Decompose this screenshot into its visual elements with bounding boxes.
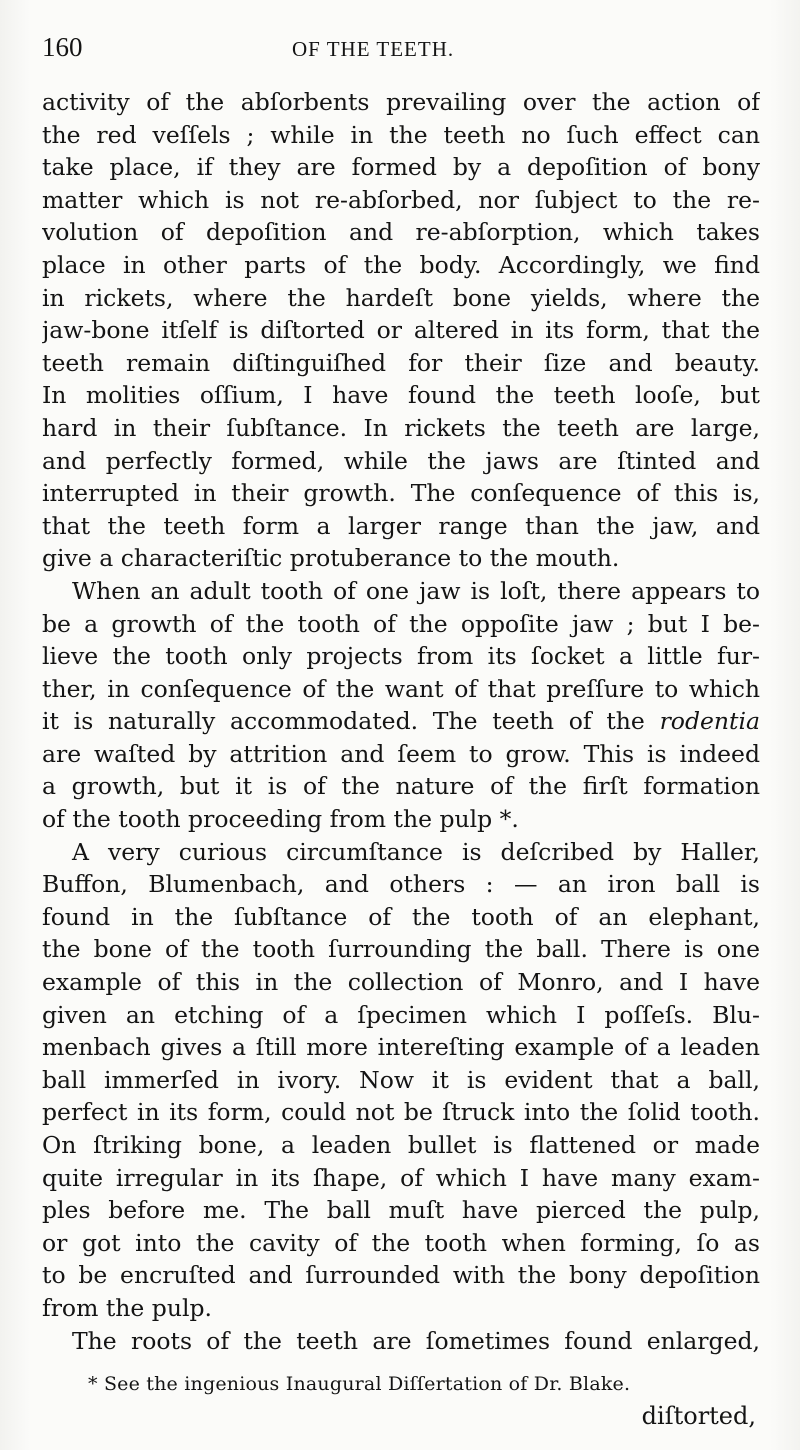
running-head: OF THE TEETH.	[292, 37, 455, 61]
text-line: give a characteriſtic protuberance to the mouth.	[42, 544, 620, 573]
footnote: * See the ingenious Inaugural Diſſertation of Dr. Blake.	[88, 1373, 631, 1395]
text-line: that the teeth form a larger range than the jaw, and	[42, 511, 760, 540]
catchword: diſtorted,	[641, 1402, 756, 1430]
text-fragment: it is naturally accommodated. The teeth of the	[42, 707, 660, 736]
body-text	[42, 86, 760, 1357]
text-line: in rickets, where the hardeſt bone yields, where the	[42, 283, 760, 312]
text-line: be a growth of the tooth of the oppoſite jaw ; but I be-	[42, 609, 760, 638]
text-line: Buffon, Blumenbach, and others : — an iron ball is	[42, 870, 760, 899]
text-line: jaw-bone itſelf is diſtorted or altered in its form, that the	[42, 316, 760, 345]
text-line: quite irregular in its ſhape, of which I have many exam-	[42, 1163, 760, 1192]
text-line: perfect in its form, could not be ſtruck into the ſolid tooth.	[42, 1098, 760, 1127]
page-header	[42, 32, 760, 68]
text-line: ball immerſed in ivory. Now it is evident that a ball,	[42, 1065, 760, 1094]
text-line: The roots of the teeth are ſometimes found enlarged,	[72, 1326, 760, 1355]
text-line-with-italic	[42, 705, 760, 738]
text-line: ples before me. The ball muſt have pierced the pulp,	[42, 1196, 760, 1225]
text-line: place in other parts of the body. Accordingly, we find	[42, 250, 760, 279]
text-line: activity of the abſorbents prevailing over the action of	[42, 88, 760, 116]
text-line: and perfectly formed, while the jaws are ſtinted and	[42, 446, 760, 475]
text-line: When an adult tooth of one jaw is loſt, there appears to	[72, 576, 760, 605]
text-line: to be encruſted and ſurrounded with the bony depoſition	[42, 1261, 760, 1290]
text-line: In molities oſſium, I have found the teeth looſe, but	[42, 381, 760, 410]
text-line: menbach gives a ſtill more intereſting example of a leaden	[42, 1033, 760, 1062]
text-line: are waſted by attrition and ſeem to grow. This is indeed	[42, 739, 760, 768]
text-line: take place, if they are formed by a depoſition of bony	[42, 153, 760, 182]
text-line: or got into the cavity of the tooth when forming, ſo as	[42, 1228, 760, 1257]
text-line: matter which is not re-abſorbed, nor ſubject to the re-	[42, 185, 760, 214]
text-line: a growth, but it is of the nature of the firſt formation	[42, 772, 760, 801]
text-line: example of this in the collection of Monro, and I have	[42, 968, 760, 997]
text-line: On ſtriking bone, a leaden bullet is flattened or made	[42, 1131, 760, 1159]
text-line: interrupted in their growth. The conſequence of this is,	[42, 479, 760, 508]
text-line: lieve the tooth only projects from its ſocket a little fur-	[42, 642, 760, 671]
text-line: hard in their ſubſtance. In rickets the teeth are large,	[42, 413, 760, 442]
text-line: A very curious circumſtance is deſcribed by Haller,	[72, 837, 760, 866]
text-line: the red veſſels ; while in the teeth no ſuch effect can	[42, 120, 760, 149]
text-line: ther, in conſequence of the want of that preſſure to which	[42, 674, 760, 703]
text-line: the bone of the tooth ſurrounding the ball. There is one	[42, 935, 760, 964]
text-line: volution of depoſition and re-abſorption, which takes	[42, 218, 760, 247]
text-line: of the tooth proceeding from the pulp *.	[42, 805, 519, 834]
text-line: found in the ſubſtance of the tooth of an elephant,	[42, 902, 760, 931]
text-line: from the pulp.	[42, 1293, 212, 1322]
page-number: 160	[42, 32, 83, 62]
text-line: given an etching of a ſpecimen which I poſſeſs. Blu-	[42, 1000, 760, 1029]
text-line: teeth remain diſtinguiſhed for their ſize and beauty.	[42, 348, 760, 377]
italic-word-rodentia: rodentia	[659, 707, 760, 736]
